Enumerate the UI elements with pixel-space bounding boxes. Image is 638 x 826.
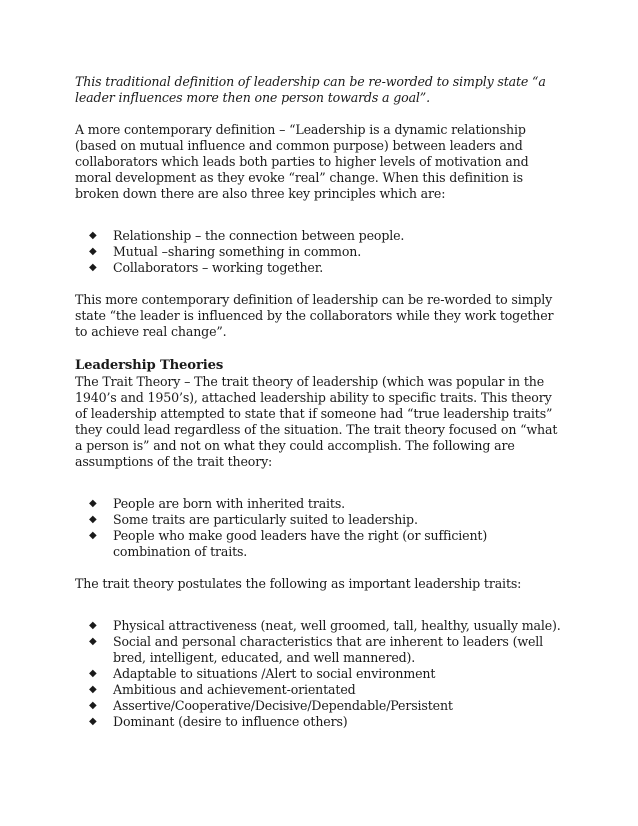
list-item: ◆ Relationship – the connection between people. — [89, 228, 405, 243]
document-page — [75, 74, 565, 730]
reworded-paragraph: This more contemporary definition of leadership can be re-worded to simply state “the leader is influenced by the collaborators while they work together to achieve real change”. — [75, 292, 554, 339]
bullet-icon: ◆ — [89, 514, 97, 525]
bullet-icon: ◆ — [89, 668, 97, 679]
bullet-icon: ◆ — [89, 620, 97, 631]
list-item: ◆ Adaptable to situations /Alert to social environment — [89, 666, 436, 681]
bullet-icon: ◆ — [89, 246, 97, 257]
list-item: ◆ Ambitious and achievement-orientated — [89, 682, 356, 697]
assumptions-list — [75, 496, 565, 560]
bullet-icon: ◆ — [89, 684, 97, 695]
bullet-icon: ◆ — [89, 716, 97, 727]
intro-paragraph: This traditional definition of leadership can be re-worded to simply state “a leader influences more then one person towards a goal”. — [75, 74, 546, 105]
list-item: ◆ Physical attractiveness (neat, well groomed, tall, healthy, usually male). — [89, 618, 561, 633]
list-item: ◆ People who make good leaders have the right (or sufficient) combination of traits. — [89, 528, 488, 559]
traits-list — [75, 618, 565, 730]
list-item: ◆ Assertive/Cooperative/Decisive/Dependable/Persistent — [89, 698, 453, 713]
bullet-icon: ◆ — [89, 262, 97, 273]
bullet-icon: ◆ — [89, 636, 97, 647]
bullet-icon: ◆ — [89, 530, 97, 541]
principles-list — [75, 228, 565, 276]
list-item: ◆ Dominant (desire to influence others) — [89, 714, 348, 729]
list-item: ◆ Mutual –sharing something in common. — [89, 244, 362, 259]
list-item: ◆ Some traits are particularly suited to leadership. — [89, 512, 418, 527]
postulates-paragraph: The trait theory postulates the following as important leadership traits: — [75, 576, 522, 591]
list-item: ◆ People are born with inherited traits. — [89, 496, 346, 511]
list-item: ◆ Collaborators – working together. — [89, 260, 324, 275]
bullet-icon: ◆ — [89, 700, 97, 711]
bullet-icon: ◆ — [89, 498, 97, 509]
trait-theory-paragraph: The Trait Theory – The trait theory of leadership (which was popular in the 1940’s and 1950’s), attached leadership ability to specific traits. This theory of leadership attempted to state that if someone had “true leadership traits” they could lead regardless of the situation. The trait theory focused on “what a person is” and not on what they could accomplish. The following are assumptions of the trait theory: — [75, 374, 558, 469]
list-item: ◆ Social and personal characteristics that are inherent to leaders (well bred, intelligent, educated, and well mannered). — [89, 634, 544, 665]
bullet-icon: ◆ — [89, 230, 97, 241]
section-heading: Leadership Theories — [75, 358, 224, 373]
contemporary-definition-paragraph: A more contemporary definition – “Leadership is a dynamic relationship (based on mutual influence and common purpose) between leaders and collaborators which leads both parties to higher levels of motivation and moral development as they evoke “real” change. When this definition is broken down there are also three key principles which are: — [75, 122, 529, 201]
